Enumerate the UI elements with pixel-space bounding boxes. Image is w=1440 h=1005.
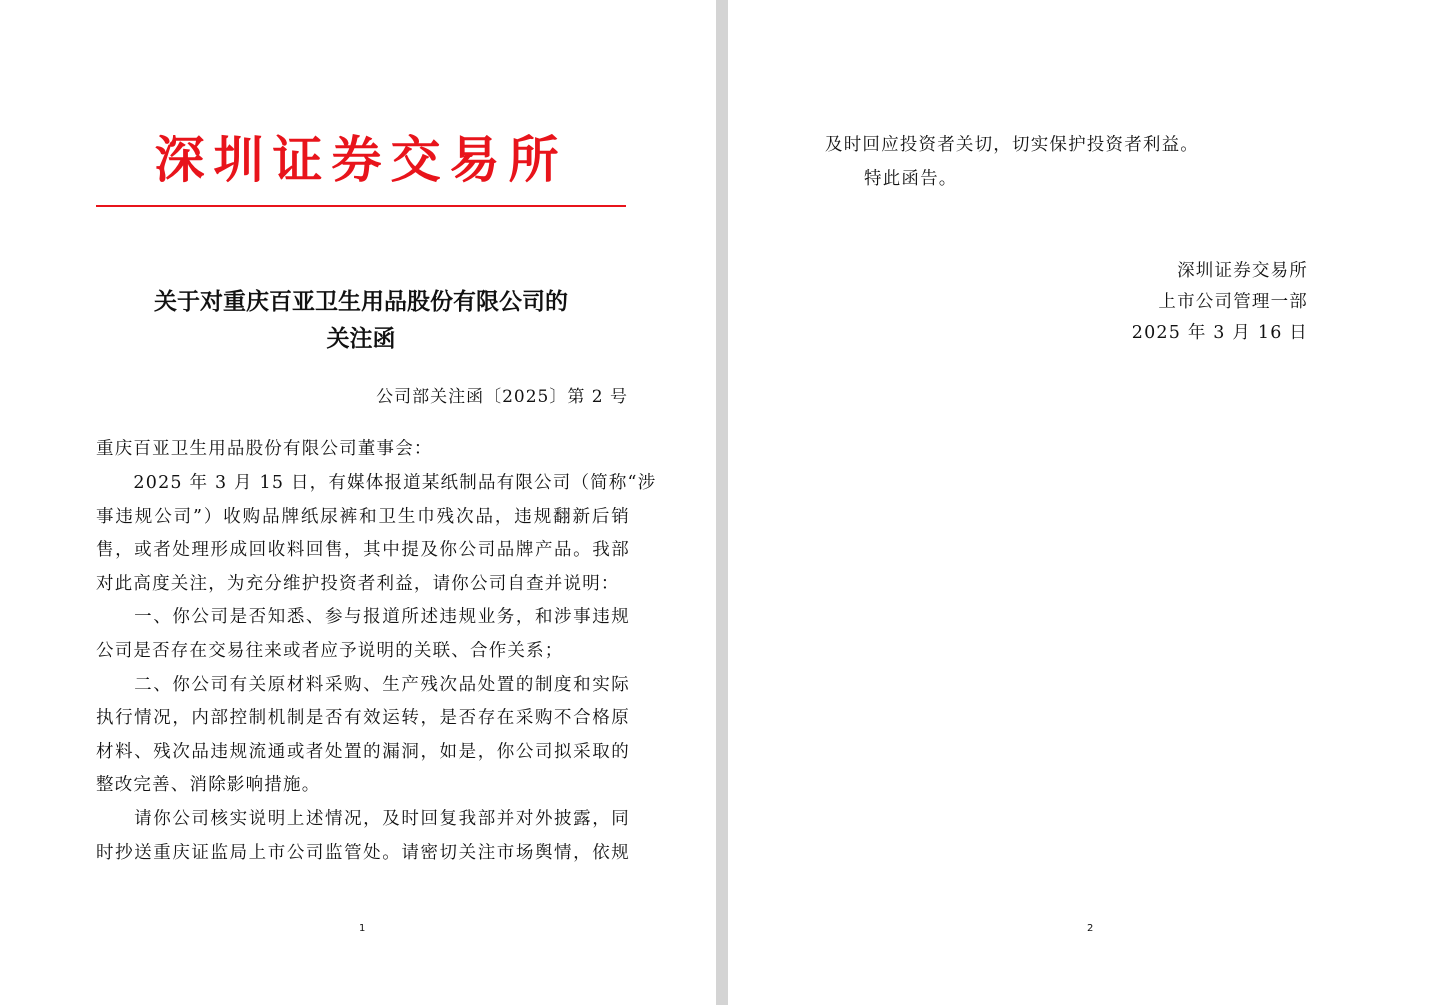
body-line: 一、你公司是否知悉、参与报道所述违规业务，和涉事违规 [96, 607, 630, 628]
document-number: 公司部关注函〔2025〕第 2 号 [376, 387, 628, 407]
body-line: 请你公司核实说明上述情况，及时回复我部并对外披露，同 [96, 808, 630, 829]
document-page-1 [0, 0, 716, 1005]
body-line: 售，或者处理形成回收料回售，其中提及你公司品牌产品。我部 [96, 540, 630, 561]
letterhead-divider [96, 205, 626, 207]
signature-org: 深圳证券交易所 [1177, 261, 1308, 281]
body-line: 2025 年 3 月 15 日，有媒体报道某纸制品有限公司（简称“涉 [96, 473, 657, 493]
page-number: 2 [1087, 923, 1094, 934]
signature-date: 2025 年 3 月 16 日 [1131, 323, 1308, 343]
signature-dept: 上市公司管理一部 [1158, 292, 1308, 312]
salutation: 重庆百亚卫生用品股份有限公司董事会： [96, 439, 433, 459]
body-line: 及时回应投资者关切，切实保护投资者利益。 [825, 135, 1199, 155]
body-line: 对此高度关注，为充分维护投资者利益，请你公司自查并说明： [96, 573, 620, 594]
body-line: 公司是否存在交易往来或者应予说明的关联、合作关系； [96, 640, 564, 661]
letterhead-title: 深圳证券交易所 [154, 130, 568, 189]
body-line: 事违规公司”）收购品牌纸尿裤和卫生巾残次品，违规翻新后销 [96, 506, 630, 527]
document-title [96, 284, 626, 358]
body-line: 二、你公司有关原材料采购、生产残次品处置的制度和实际 [96, 674, 630, 695]
page-number: 1 [359, 923, 366, 934]
document-title-line-1: 关于对重庆百亚卫生用品股份有限公司的 [154, 289, 568, 315]
document-title-line-2: 关注函 [326, 326, 396, 352]
body-line: 整改完善、消除影响措施。 [96, 775, 321, 796]
body-line: 材料、残次品违规流通或者处置的漏洞，如是，你公司拟采取的 [96, 741, 630, 762]
body-line: 执行情况，内部控制机制是否有效运转，是否存在采购不合格原 [96, 708, 630, 729]
document-page-2 [728, 0, 1440, 1005]
body-line: 时抄送重庆证监局上市公司监管处。请密切关注市场舆情，依规 [96, 842, 630, 863]
page-gutter [716, 0, 728, 1005]
closing-phrase: 特此函告。 [864, 169, 958, 189]
letter-body [96, 467, 657, 870]
